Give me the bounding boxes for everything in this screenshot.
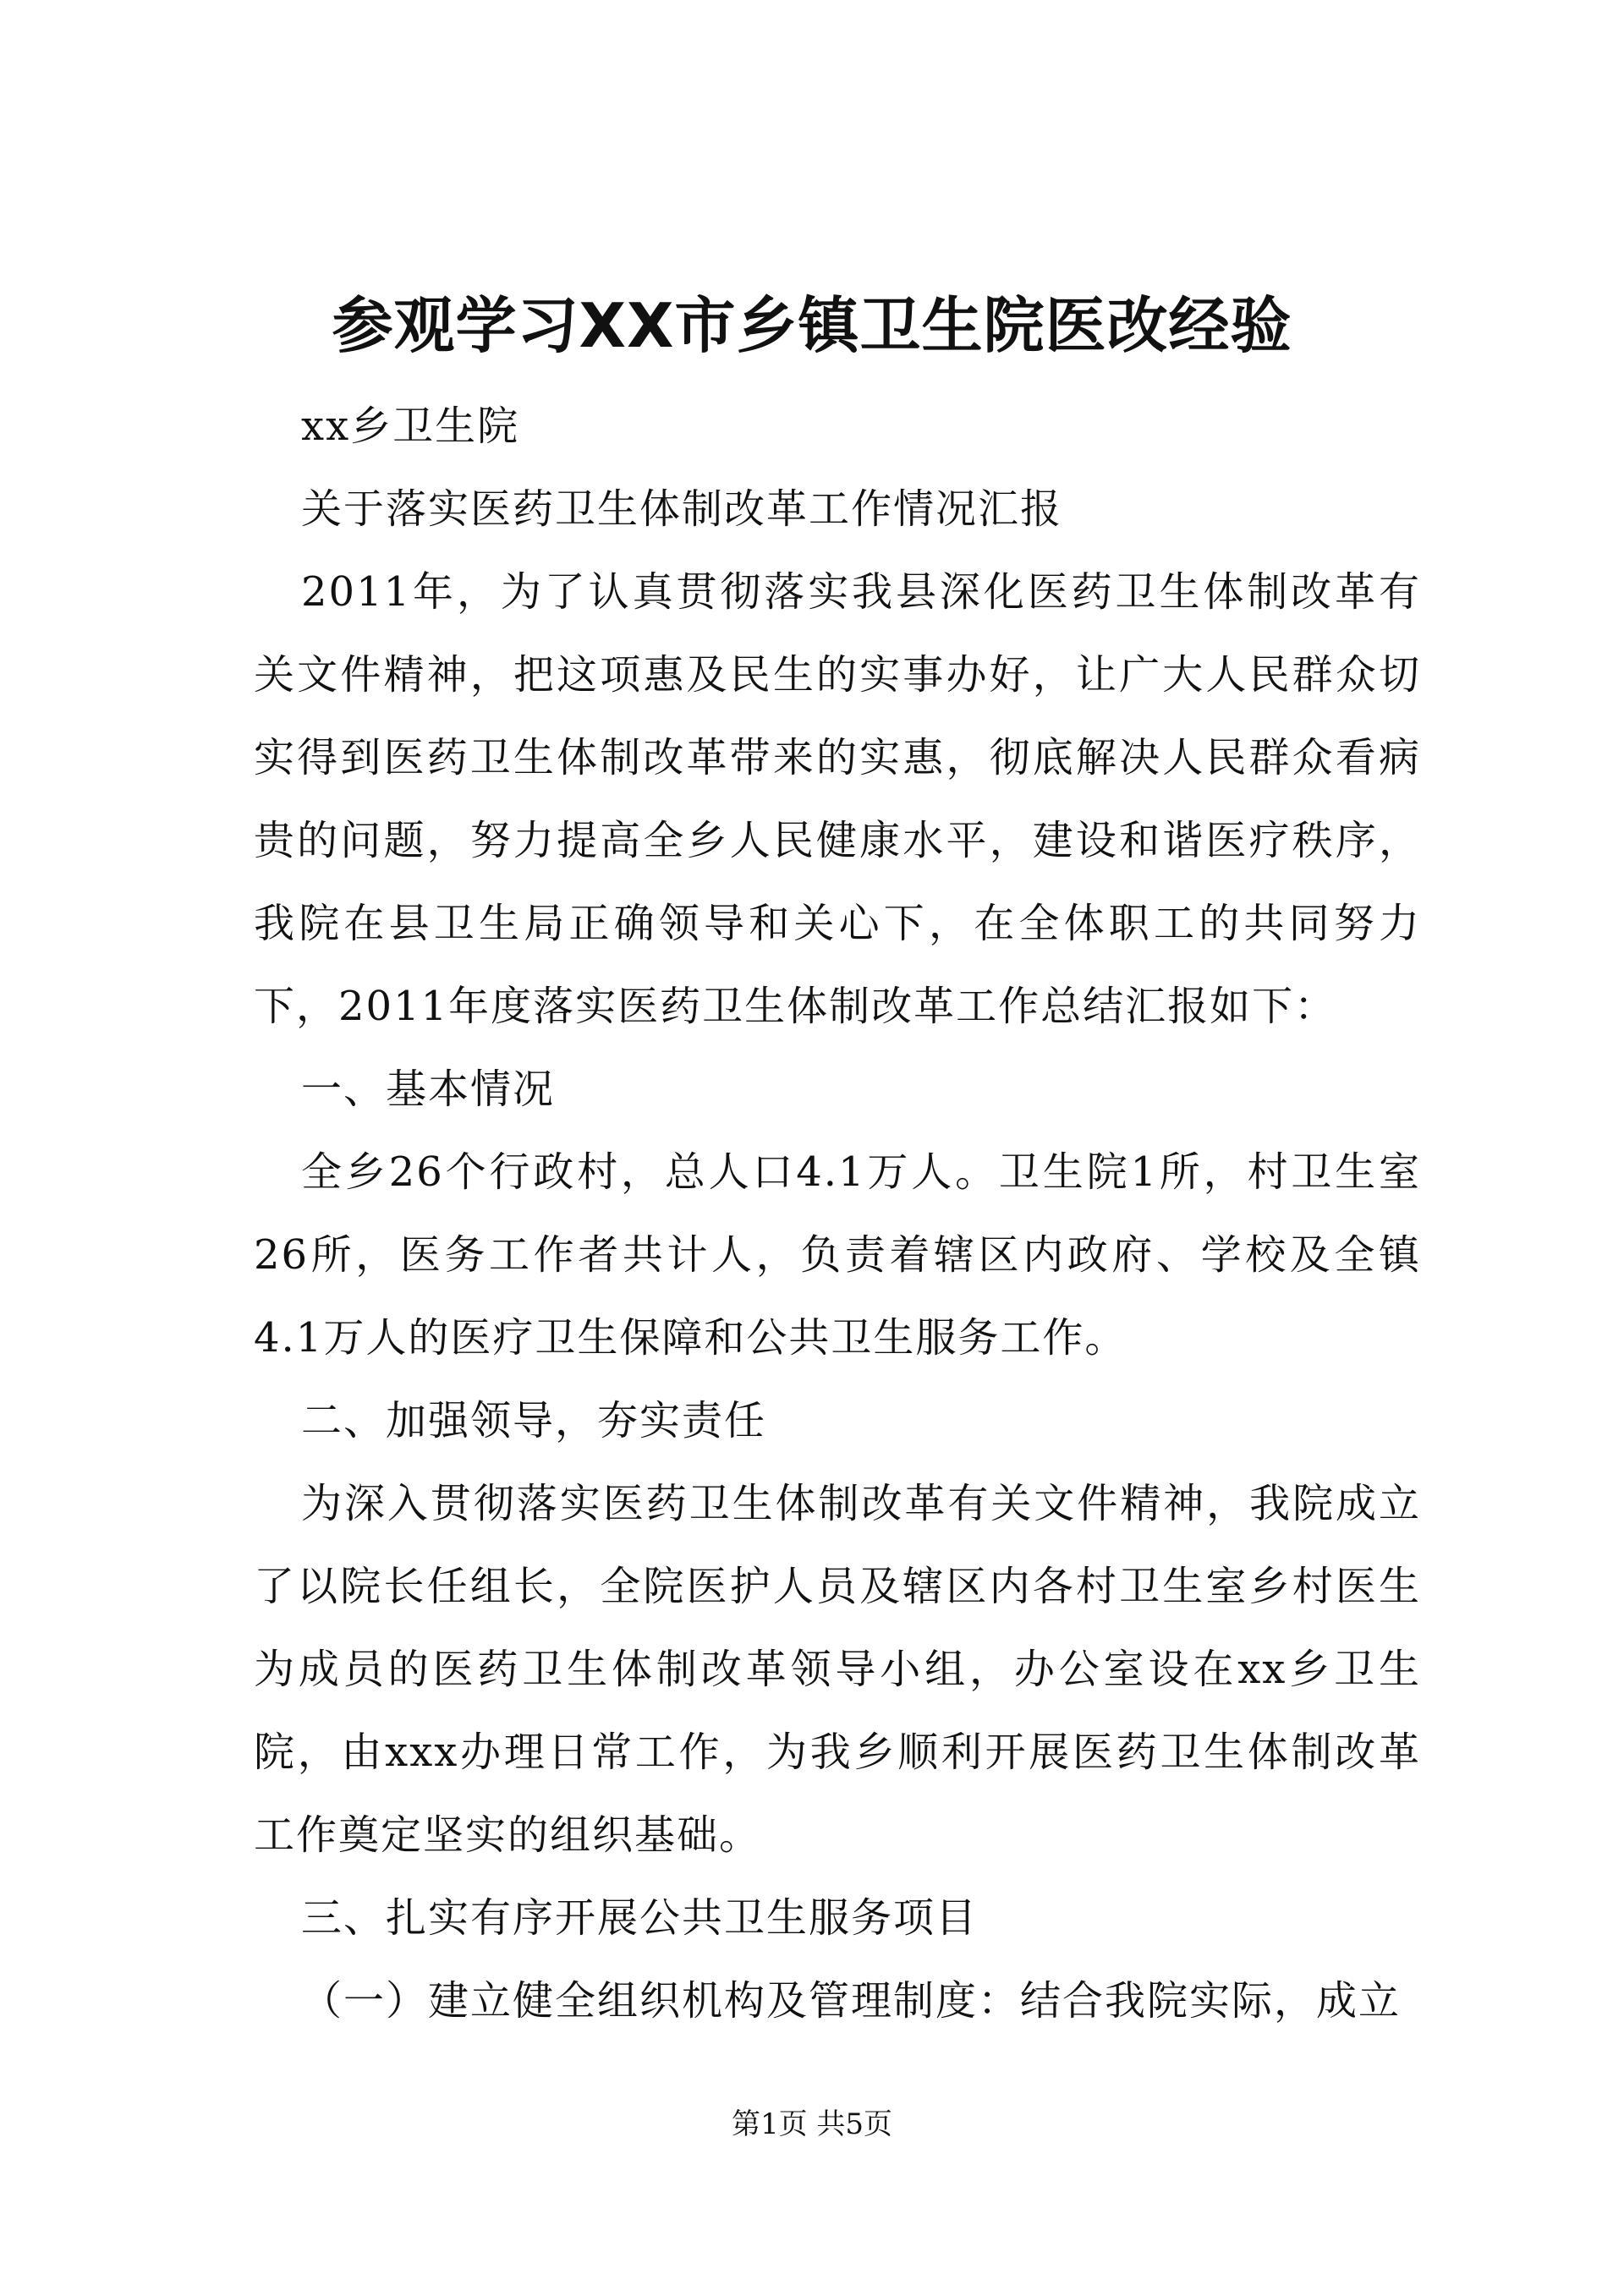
paragraph-report-title: 关于落实医药卫生体制改革工作情况汇报: [301, 485, 1063, 533]
paragraph-leadership: 为深入贯彻落实医药卫生体制改革有关文件精神，我院成立了以院长任组长，全院医护人员及辖区内各村卫生室乡村医生为成员的医药卫生体制改革领导小组，办公室设在xx乡卫生院，由xxx办理日常工作，为我乡顺利开展医药卫生体制改革工作奠定坚实的组织基础。: [254, 1480, 1421, 1859]
document-title: 参观学习XX市乡镇卫生院医改经验: [332, 290, 1292, 361]
paragraph-organization: （一）建立健全组织机构及管理制度：结合我院实际，成立: [301, 1977, 1402, 2025]
paragraph-basic: 全乡26个行政村，总人口4.1万人。卫生院1所，村卫生室26所，医务工作者共计人，负责着辖区内政府、学校及全镇4.1万人的医疗卫生保障和公共卫生服务工作。: [254, 1148, 1421, 1362]
paragraph-institution: xx乡卫生院: [301, 403, 520, 450]
document-body: [254, 385, 1421, 2042]
section-heading-basic: 一、基本情况: [301, 1066, 556, 1113]
section-heading-public-health: 三、扎实有序开展公共卫生服务项目: [301, 1894, 979, 1942]
paragraph-intro: 2011年，为了认真贯彻落实我县深化医药卫生体制改革有关文件精神，把这项惠及民生的实事办好，让广大人民群众切实得到医药卫生体制改革带来的实惠，彻底解决人民群众看病贵的问题，努力提高全乡人民健康水平，建设和谐医疗秩序，我院在县卫生局正确领导和关心下，在全体职工的共同努力下，2011年度落实医药卫生体制改革工作总结汇报如下：: [254, 568, 1421, 1030]
page-footer: 第1页 共5页: [731, 2107, 893, 2141]
section-heading-leadership: 二、加强领导，夯实责任: [301, 1397, 767, 1444]
